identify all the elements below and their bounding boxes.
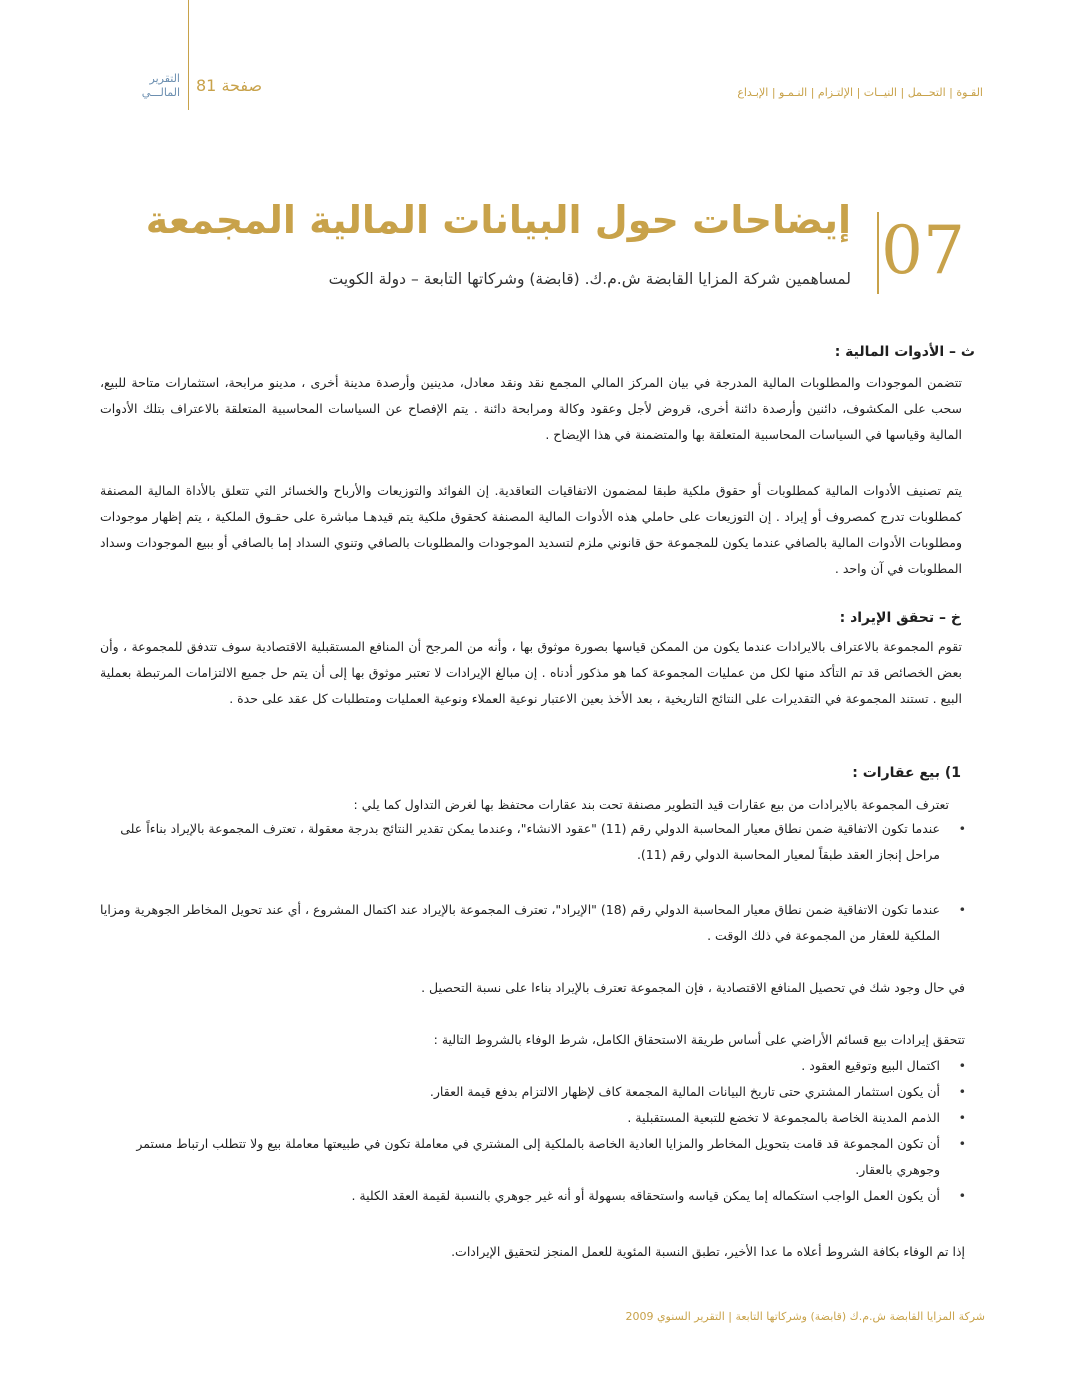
header-divider-line <box>188 0 189 110</box>
paragraph-financial-instruments-1: تتضمن الموجودات والمطلوبات المالية المدرجة في بيان المركز المالي المجمع نقد ونقد معادل، مدينين وأرصدة مدينة أخرى ، مدينو مرابحة، استثمارات متاحة للبيع، سحب على المكشوف، دائنين وأرصدة دائنة أخرى، قروض لأجل وعقود وكالة ومرابحة دائنة . يتم الإفصاح عن السياسات المحاسبية المتعلقة بالاعتراف بتلك الأدوات المالية وقياسها في السياسات المحاسبية المتعلقة بها والمتضمنة في هذا الإيضاح . <box>100 375 962 442</box>
list-item: • عندما تكون الاتفاقية ضمن نطاق معيار المحاسبة الدولي رقم (11) "عقود الانشاء"، وعندما يمكن تقدير النتائج بدرجة معقولة ، تعترف المجموعة بالإيراد بناءاً على مراحل إنجاز العقد طبقاً لمعيار المحاسبة الدولي رقم (11). <box>100 816 966 868</box>
list-item: • أن تكون المجموعة قد قامت بتحويل المخاطر والمزايا العادية الخاصة بالملكية إلى المشتري في معاملة تكون في طبيعتها معاملة بيع ولا تتطلب ارتباط مستمر وجوهري بالعقار. <box>100 1131 966 1183</box>
list-item: • أن يكون العمل الواجب استكماله إما يمكن قياسه واستحقاقه بسهولة أو أنه غير جوهري بالنسبة لقيمة العقد الكلية . <box>100 1183 966 1209</box>
property-sales-bullets-1 <box>100 816 966 868</box>
land-sales-conditions <box>100 1053 966 1209</box>
property-sales-intro: تعترف المجموعة بالايرادات من بيع عقارات قيد التطوير مصنفة تحت بند عقارات محتفظ بها لغرض التداول كما يلي : <box>353 797 949 812</box>
list-item: • أن يكون استثمار المشتري حتى تاريخ البيانات المالية المجمعة كاف لإظهار الالتزام بدفع قيمة العقار. <box>100 1079 966 1105</box>
list-item: • الذمم المدينة الخاصة بالمجموعة لا تخضع للتبعية المستقبلية . <box>100 1105 966 1131</box>
page-subtitle: لمساهمين شركة المزايا القابضة ش.م.ك. (قابضة) وشركاتها التابعة – دولة الكويت <box>328 270 851 288</box>
header-report-label: التقرير المالـــي <box>141 72 180 99</box>
section-number: 07 <box>881 212 965 289</box>
page-title: إيضاحات حول البيانات المالية المجمعة <box>145 198 851 242</box>
paragraph-revenue-recognition: تقوم المجموعة بالاعتراف بالايرادات عندما يكون من الممكن قياسها بصورة موثوق بها ، وأنه من المرجح أن المنافع المستقبلية الاقتصادية سوف تتدفق للمجموعة ، وأن بعض الخصائص قد تم التأكد منها لكل من عمليات المجموعة كما هو مذكور أدناه . إن مبالغ الإيرادات لا تعتبر موثوق بها إلى أن يتم حل جميع الالتزامات المرتبطة بعملية البيع . تستند المجموعة في التقديرات على النتائج التاريخية ، بعد الأخذ بعين الاعتبار نوعية العملاء ونوعية العمليات ومتطلبات كل عقد على حدة . <box>100 639 962 706</box>
heading-financial-instruments: ث – الأدوات المالية : <box>834 344 975 360</box>
header-values-line: القـوة | التحــمل | النيــات | الإلتـزام | النـمـو | الإبـداع <box>737 86 983 99</box>
land-sales-intro: تتحقق إيرادات بيع قسائم الأراضي على أساس طريقة الاستحقاق الكامل، شرط الوفاء بالشروط التالية : <box>433 1032 965 1047</box>
list-item: • اكتمال البيع وتوقيع العقود . <box>100 1053 966 1079</box>
closing-paragraph: إذا تم الوفاء بكافة الشروط أعلاه ما عدا الأخير، تطبق النسبة المئوية للعمل المنجز لتحقيق الإيرادات. <box>451 1244 965 1259</box>
doubt-paragraph: في حال وجود شك في تحصيل المنافع الاقتصادية ، فإن المجموعة تعترف بالإيراد بناءا على نسبة التحصيل . <box>421 980 965 995</box>
heading-property-sales: 1) بيع عقارات : <box>852 765 961 781</box>
property-sales-bullets-2 <box>100 897 966 949</box>
footer-text: شركة المزايا القابضة ش.م.ك (قابضة) وشركاتها التابعة | التقرير السنوي 2009 <box>625 1310 985 1323</box>
paragraph-financial-instruments-2: يتم تصنيف الأدوات المالية كمطلوبات أو حقوق ملكية طبقا لمضمون الاتفاقيات التعاقدية. إن الفوائد والتوزيعات والأرباح والخسائر التي تتعلق بالأداة المالية المصنفة كمطلوبات تدرج كمصروف أو إيراد . إن التوزيعات على حاملي هذه الأدوات المالية المصنفة كحقوق ملكية يتم قيدهـا مباشرة على حقـوق الملكية ، يتم إظهار موجودات ومطلوبات الأدوات المالية بالصافي عندما يكون للمجموعة حق قانوني ملزم لتسديد الموجودات والمطلوبات بالصافي وتنوي السداد إما بالصافي أو ببيع الموجودات وسداد المطلوبات في آن واحد . <box>100 483 962 576</box>
list-item: • عندما تكون الاتفاقية ضمن نطاق معيار المحاسبة الدولي رقم (18) "الإيراد"، تعترف المجموعة بالإيراد عند اكتمال المشروع ، أي عند تحويل المخاطر الجوهرية ومزايا الملكية للعقار من المجموعة في ذلك الوقت . <box>100 897 966 949</box>
title-divider-bar <box>877 212 879 294</box>
heading-revenue-recognition: خ – تحقق الإيراد : <box>839 610 961 626</box>
header-page-number: صفحة 81 <box>196 76 263 95</box>
